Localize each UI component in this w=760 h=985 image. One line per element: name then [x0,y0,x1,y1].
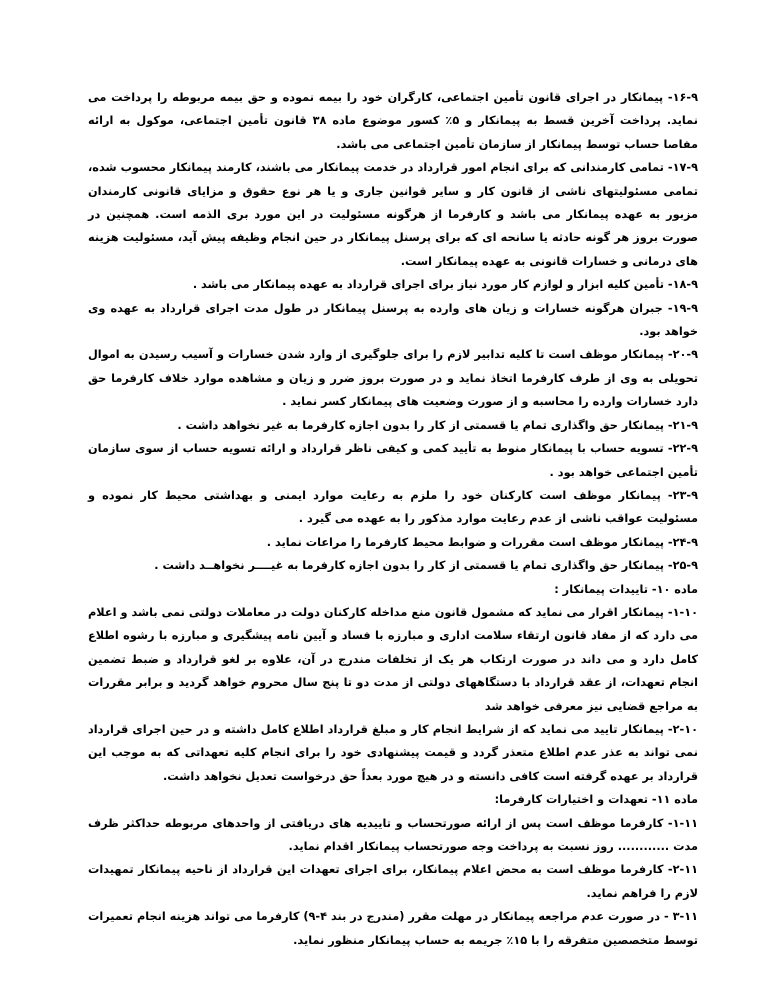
clause-11-3: ۳-۱۱ - در صورت عدم مراجعه پیمانکار در مهلت مقرر (مندرج در بند ۴-۹) کارفرما می تواند هزینه انجام تعمیرات توسط متخصصین متفرقه را با ۱۵٪ جریمه به حساب پیمانکار منظور نماید. [87,910,698,947]
clause-9-22: ۲۲-۹- تسویه حساب با پیمانکار منوط به تأیید کمی و کیفی ناظر قرارداد و ارائه تسویه حساب از سوی سازمان تأمین اجتماعی خواهد بود . [88,442,698,479]
clause-10-2: ۲-۱۰- پیمانکار تایید می نماید که از شرایط انجام کار و مبلغ قرارداد اطلاع کامل داشته و در حین اجرای قرارداد نمی تواند به عذر عدم اطلاع متعذر گردد و قیمت پیشنهادی خود را برای انجام کلیه تعهداتی که به موجب این قرارداد بر عهده گرفته است کافی دانسته و در هیچ مورد بعداً حق درخواست تعدیل نخواهد داشت. [88,722,698,783]
clause-10-1: ۱-۱۰- پیمانکار اقرار می نماید که مشمول قانون منع مداخله کارکنان دولت در معاملات دولتی نمی باشد و اعلام می دارد که از مفاد قانون ارتقاء سلامت اداری و مبارزه با فساد و آیین نامه پیشگیری و مبارزه با رشوه اطلاع کامل دارد و می داند در صورت ارتکاب هر یک از تخلفات مندرج در آن، علاوه بر لغو قرارداد و ضبط تضمین انجام تعهدات، از عقد قرارداد با دستگاههای دولتی از مدت دو تا پنج سال محروم خواهد گردید و برابر مقررات به مراجع قضایی نیز معرفی خواهد شد [88,605,698,713]
clause-9-24: ۲۴-۹- پیمانکار موظف است مقررات و ضوابط محیط کارفرما را مراعات نماید . [266,535,698,549]
article-11-heading: ماده ۱۱- تعهدات و اختیارات کارفرما: [494,793,698,807]
clause-9-16: ۱۶-۹- پیمانکار در اجرای قانون تأمین اجتماعی، کارگران خود را بیمه نموده و حق بیمه مربوطه را پرداخت می نماید. پرداخت آخرین قسط به پیمانکار و ۵٪ کسور موضوع ماده ۳۸ قانون تأمین اجتماعی، موکول به ارائه مفاصا حساب توسط پیمانکار از سازمان تأمین اجتماعی می باشد. [88,91,698,151]
clause-9-21: ۲۱-۹- پیمانکار حق واگذاری تمام یا قسمتی از کار را بدون اجازه کارفرما به غیر نخواهد داشت . [177,418,698,432]
clause-9-23: ۲۳-۹- پیمانکار موظف است کارکنان خود را ملزم به رعایت موارد ایمنی و بهداشتی محیط کار نموده و مسئولیت عواقب ناشی از عدم رعایت موارد مذکور را به عهده می گیرد . [88,488,698,526]
clause-9-18: ۱۸-۹- تأمین کلیه ابزار و لوازم کار مورد نیاز برای اجرای قرارداد به عهده پیمانکار می باشد . [192,278,698,292]
article-10-heading: ماده ۱۰- تاییدات پیمانکار : [554,582,698,596]
clause-9-17: ۱۷-۹- تمامی کارمندانی که برای انجام امور قرارداد در خدمت پیمانکار می باشند، کارمند پیمانکار محسوب شده، تمامی مسئولیتهای ناشی از قانون کار و سایر قوانین جاری و یا هر نوع حقوق و مزایای قانونی کارمندان مزبور به عهده پیمانکار می باشد و کارفرما از هرگونه مسئولیت در این مورد بری الذمه است. همچنین در صورت بروز هر گونه حادثه یا سانحه ای که برای پرسنل پیمانکار در حین انجام وظیفه پیش آید، مسئولیت هزینه های درمانی و خسارات قانونی به عهده پیمانکار است. [88,161,698,268]
clause-9-25: ۲۵-۹- پیمانکار حق واگذاری تمام یا قسمتی از کار را بدون اجازه کارفرما به غیــــر نخواهــد داشت . [154,559,698,573]
clause-11-2: ۲-۱۱- کارفرما موظف است به محض اعلام پیمانکار، برای اجرای تعهدات این قرارداد از ناحیه پیمانکار تمهیدات لازم را فراهم نماید. [88,863,698,900]
clause-9-19: ۱۹-۹- جبران هرگونه خسارات و زیان های وارده به پرسنل پیمانکار در طول مدت اجرای قرارداد به عهده وی خواهد بود. [88,301,698,339]
clause-11-1: ۱-۱۱- کارفرما موظف است پس از ارائه صورتحساب و تاییدیه های دریافتی از واحدهای مربوطه حداکثر ظرف مدت ............ روز نسبت به پرداخت وجه صورتحساب پیمانکار اقدام نماید. [88,816,698,853]
clause-9-20: ۲۰-۹- پیمانکار موظف است تا کلیه تدابیر لازم را برای جلوگیری از وارد شدن خسارات و آسیب رسیدن به اموال تحویلی به وی از طرف کارفرما اتخاذ نماید و در صورت بروز ضرر و زیان و مشاهده موارد خلاف کارفرما حق دارد خسارات وارده را محاسبه و از صورت وضعیت های پیمانکار کسر نماید . [88,348,698,409]
